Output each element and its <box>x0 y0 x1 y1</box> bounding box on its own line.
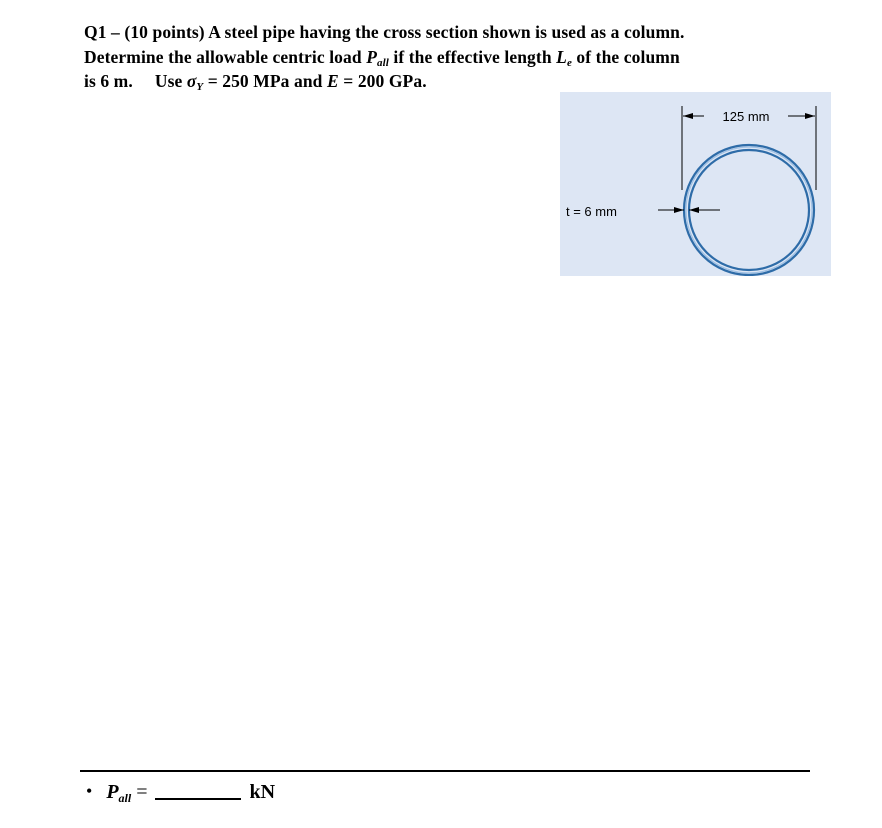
question-text <box>84 20 814 94</box>
question-line-3: is 6 m. Use $\sigma_Y = 250$ MPa and E = 200 GPa. <box>84 71 427 93</box>
bullet-icon: • <box>86 781 93 801</box>
thickness-label: t = 6 mm <box>566 204 617 219</box>
modulus-symbol: E <box>327 71 339 91</box>
question-points: (10 points) <box>124 22 205 42</box>
sigma-symbol: $\sigma_Y$ <box>186 71 204 93</box>
question-line-1: Q1 – (10 points) A steel pipe having the cross section shown is used as a column. <box>84 22 685 42</box>
pipe-diagram <box>560 92 831 276</box>
diameter-label: 125 mm <box>722 109 770 124</box>
length-symbol: $L_e$ <box>556 46 572 69</box>
diameter-arrow-right-icon <box>805 113 815 119</box>
answer-blank[interactable] <box>155 780 241 800</box>
question-number: Q1 <box>84 22 107 42</box>
thickness-arrow-left-icon <box>674 207 684 213</box>
diameter-arrow-left-icon <box>683 113 693 119</box>
answer-unit: kN <box>249 781 276 803</box>
answer-separator <box>80 770 810 772</box>
answer-line <box>86 780 275 804</box>
question-line-2: Determine the allowable centric load $P_{all}$ if the effective length $L_e$ of the column <box>84 46 680 69</box>
load-symbol: $P_{all}$ <box>366 46 389 69</box>
answer-symbol: $P_{all}$ <box>106 781 132 805</box>
answer-equals: = <box>136 781 148 803</box>
thickness-arrow-right-icon <box>689 207 699 213</box>
pipe-cross-section-figure <box>560 92 831 276</box>
